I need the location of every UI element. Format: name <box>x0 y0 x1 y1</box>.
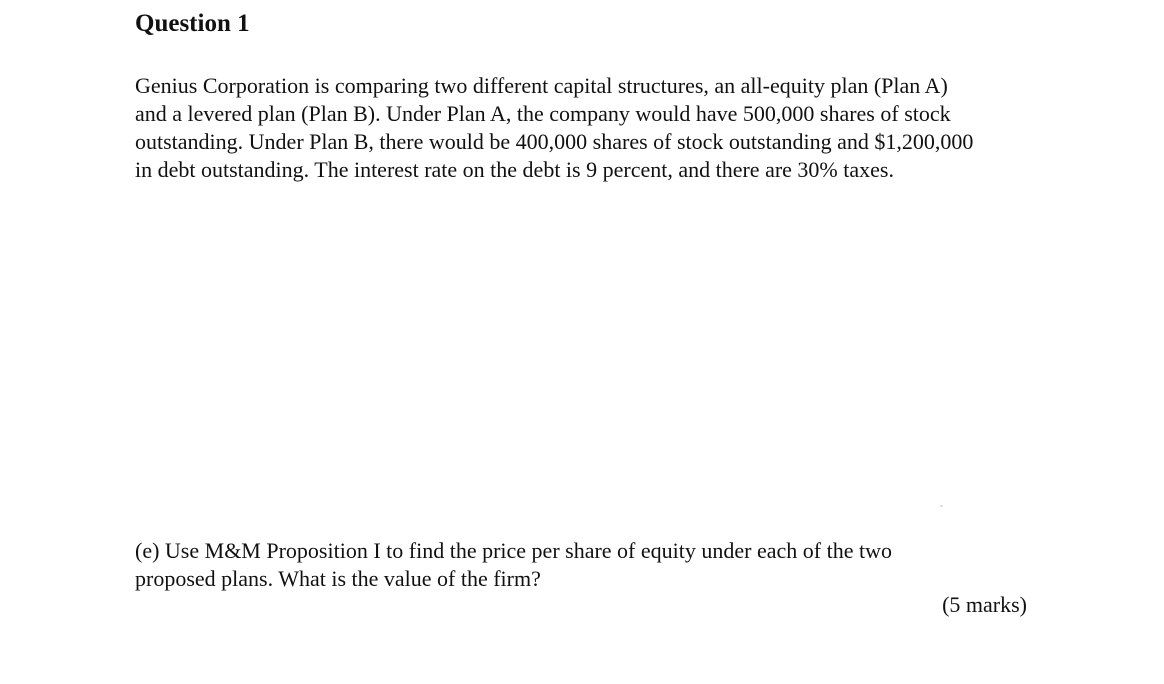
intro-line: outstanding. Under Plan B, there would be 400,000 shares of stock outstanding and $1,200,000 <box>135 129 974 154</box>
marks-label: (5 marks) <box>942 592 1027 617</box>
question-title: Question 1 <box>135 10 250 37</box>
sub-question-e <box>135 537 1035 593</box>
scan-speck <box>940 505 943 507</box>
question-intro-paragraph <box>135 72 1035 184</box>
intro-line: in debt outstanding. The interest rate on the debt is 9 percent, and there are 30% taxes. <box>135 157 894 182</box>
sub-question-line: proposed plans. What is the value of the firm? <box>135 566 541 591</box>
intro-line: Genius Corporation is comparing two different capital structures, an all-equity plan (Plan A) <box>135 73 948 98</box>
sub-question-line: (e) Use M&M Proposition I to find the price per share of equity under each of the two <box>135 538 892 563</box>
intro-line: and a levered plan (Plan B). Under Plan A, the company would have 500,000 shares of stock <box>135 101 951 126</box>
